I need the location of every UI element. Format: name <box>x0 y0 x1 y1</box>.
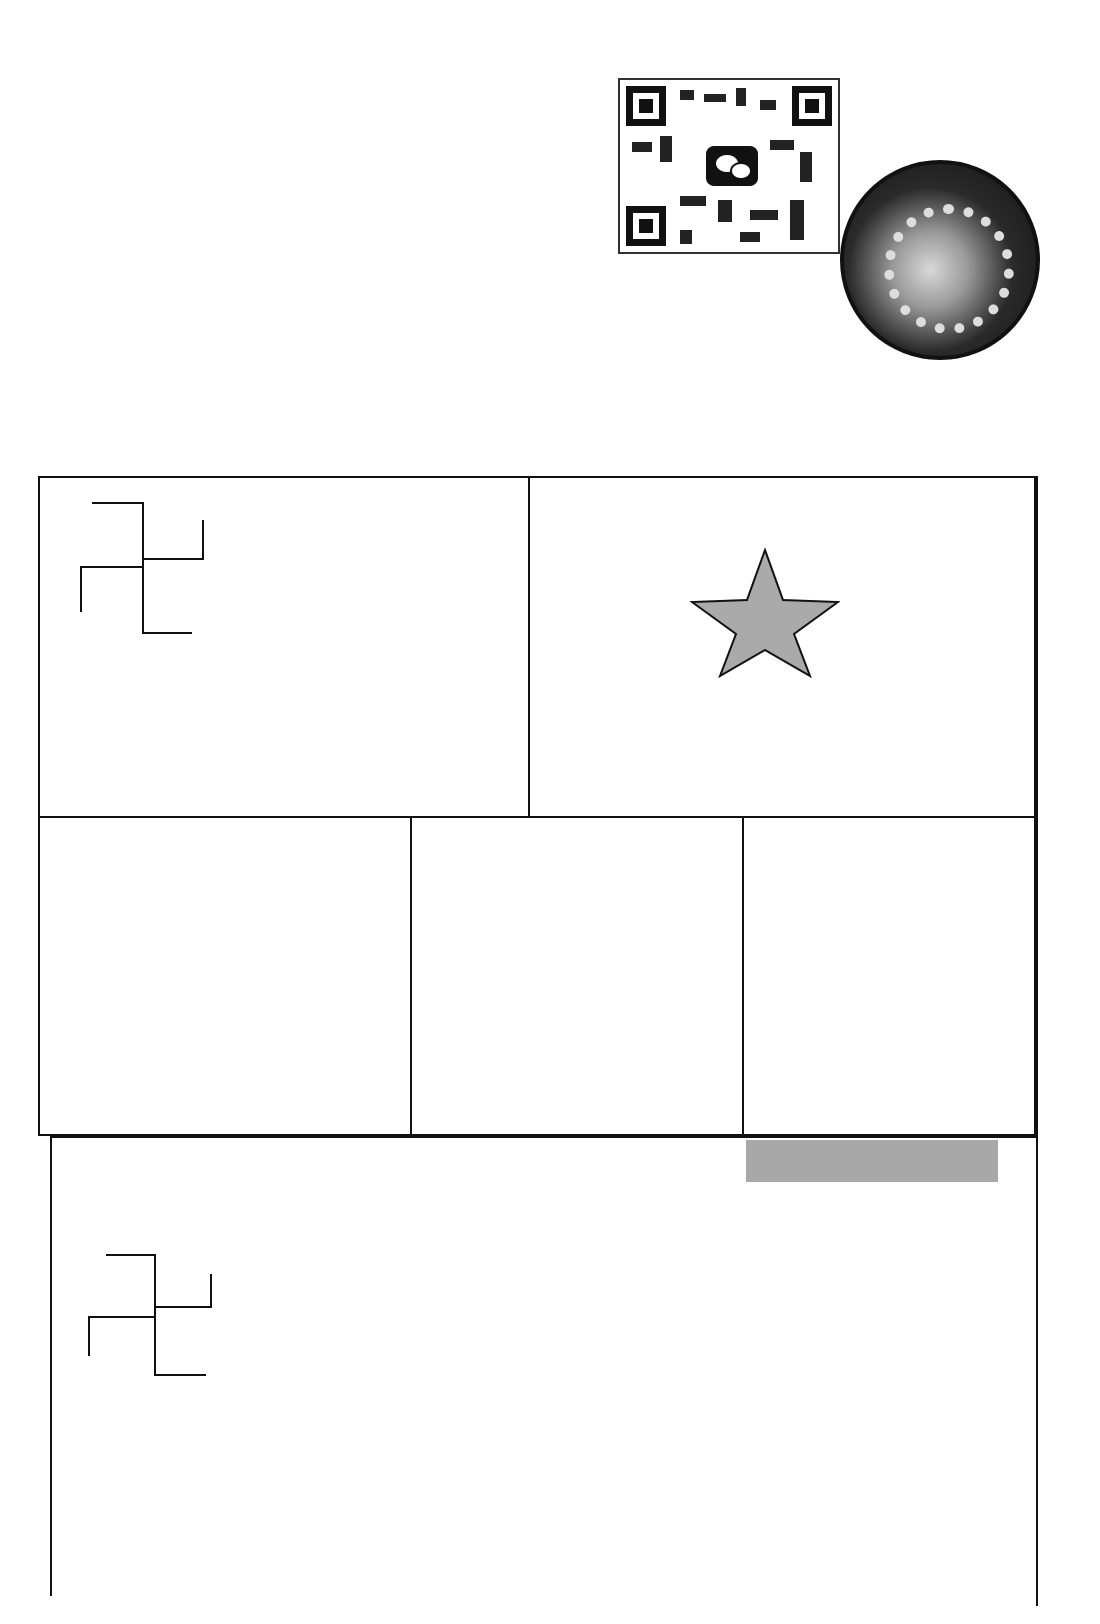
newspaper-title <box>150 190 840 340</box>
globe-logo <box>840 160 1040 360</box>
bagua-diagram-lower <box>70 1236 250 1396</box>
wechat-icon <box>706 146 758 186</box>
banner <box>746 1140 998 1182</box>
divider <box>1036 476 1038 1606</box>
star-icon <box>690 548 840 678</box>
bagua-diagram <box>60 486 320 656</box>
divider <box>38 816 1036 818</box>
divider <box>742 816 744 1136</box>
divider <box>50 1136 1036 1138</box>
divider <box>410 816 412 1136</box>
divider <box>528 476 530 816</box>
divider <box>50 1136 52 1596</box>
